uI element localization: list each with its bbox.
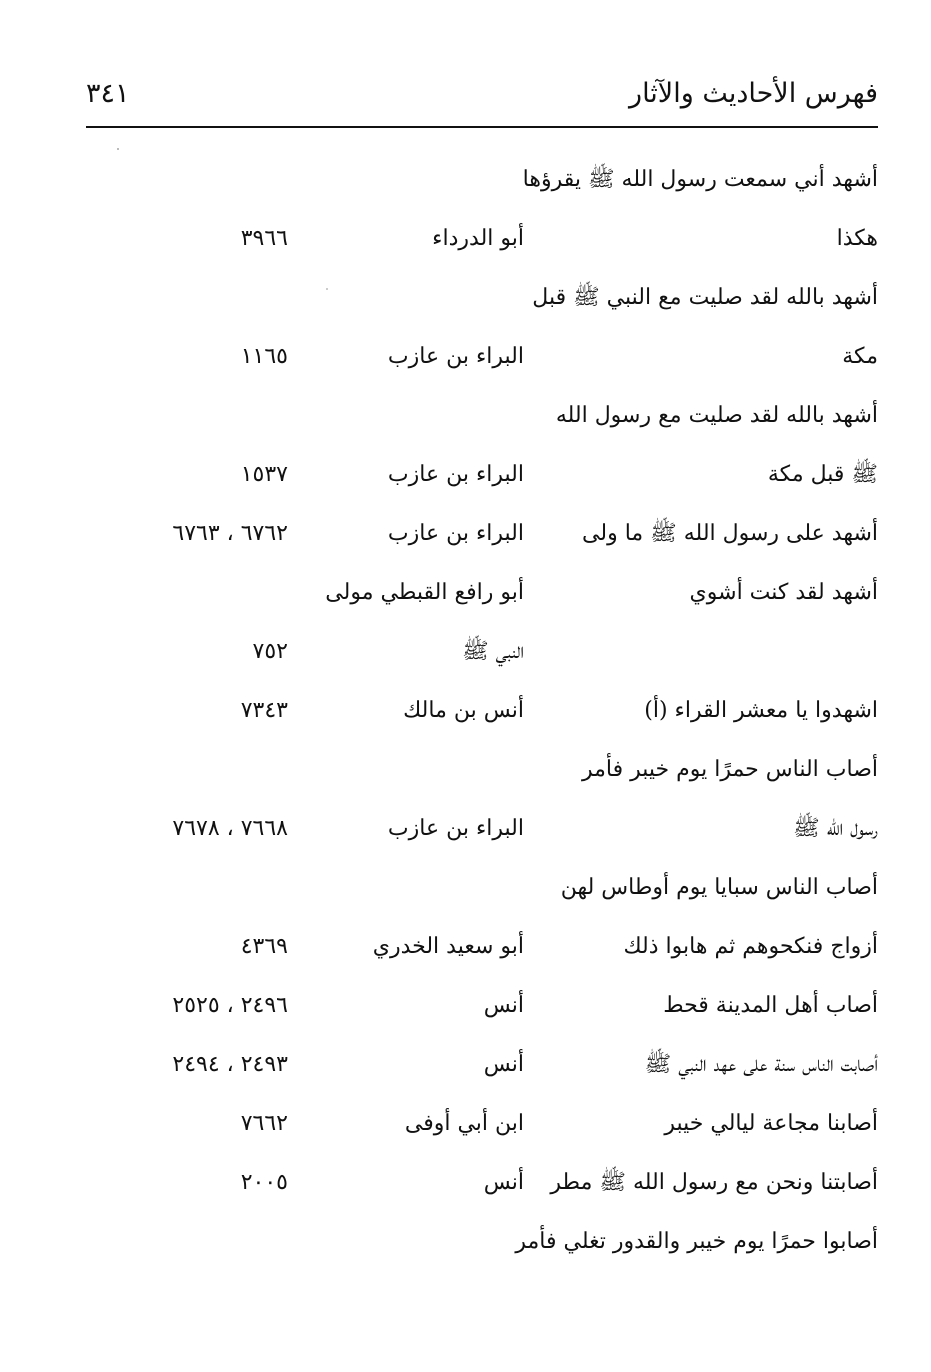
narrator: أبو سعيد الخدري [372, 934, 524, 959]
narrator: أنس [483, 1052, 524, 1077]
hadith-text: أصاب الناس حمرًا يوم خيبر فأمر [581, 757, 878, 782]
narrator: ابن أبي أوفى [404, 1111, 524, 1136]
hadith-text: أصاب الناس سبايا يوم أوطاس لهن [560, 875, 878, 900]
index-row [86, 329, 878, 388]
hadith-text: أشهد أني سمعت رسول الله ﷺ يقرؤها [522, 167, 878, 192]
header-rule [86, 126, 878, 128]
hadith-text: أصابت الناس سنة على عهد النبي ﷺ [644, 1052, 878, 1077]
hadith-text: أشهد على رسول الله ﷺ ما ولى [582, 521, 878, 546]
narrator: أبو رافع القبطي مولى [325, 580, 524, 605]
hadith-text: أشهد لقد كنت أشوي [689, 580, 878, 605]
index-row [86, 447, 878, 506]
hadith-numbers: ٧٦٦٢ [240, 1111, 288, 1136]
narrator: البراء بن عازب [387, 462, 524, 487]
hadith-index-list [86, 152, 878, 1273]
page-number: ٣٤١ [86, 78, 130, 109]
index-row [86, 1096, 878, 1155]
hadith-numbers: ٢٠٠٥ [240, 1170, 288, 1195]
index-row [86, 624, 878, 683]
hadith-numbers: ١١٦٥ [240, 344, 288, 369]
hadith-text: رسول الله ﷺ [793, 816, 878, 841]
index-row [86, 211, 878, 270]
index-row [86, 152, 878, 211]
hadith-text: أصابنا مجاعة ليالي خيبر [664, 1111, 878, 1136]
hadith-numbers: ٧٣٤٣ [240, 698, 288, 723]
index-row [86, 388, 878, 447]
index-row [86, 1155, 878, 1214]
index-row [86, 801, 878, 860]
hadith-numbers: ٢٤٩٣ ، ٢٤٩٤ [172, 1052, 288, 1077]
hadith-text: أصابتنا ونحن مع رسول الله ﷺ مطر [550, 1170, 878, 1195]
narrator: البراء بن عازب [387, 816, 524, 841]
narrator: أبو الدرداء [432, 226, 524, 251]
narrator: النبي ﷺ [462, 639, 524, 664]
hadith-text: أزواج فنكحوهم ثم هابوا ذلك [623, 934, 878, 959]
index-row [86, 270, 878, 329]
hadith-text: أصاب أهل المدينة قحط [663, 993, 878, 1018]
page-header [86, 72, 878, 122]
hadith-numbers: ٧٥٢ [252, 639, 288, 664]
hadith-text: أصابوا حمرًا يوم خيبر والقدور تغلي فأمر [515, 1229, 878, 1254]
hadith-numbers: ٢٤٩٦ ، ٢٥٢٥ [172, 993, 288, 1018]
index-row [86, 506, 878, 565]
index-row [86, 1037, 878, 1096]
narrator: البراء بن عازب [387, 344, 524, 369]
hadith-text: أشهد بالله لقد صليت مع النبي ﷺ قبل [532, 285, 878, 310]
index-row [86, 919, 878, 978]
index-row [86, 1214, 878, 1273]
hadith-text: اشهدوا يا معشر القراء (أ) [644, 698, 878, 723]
narrator: أنس [483, 1170, 524, 1195]
hadith-numbers: ٦٧٦٢ ، ٦٧٦٣ [172, 521, 288, 546]
hadith-numbers: ١٥٣٧ [240, 462, 288, 487]
hadith-text: مكة [842, 344, 878, 369]
narrator: أنس [483, 993, 524, 1018]
hadith-text: أشهد بالله لقد صليت مع رسول الله [555, 403, 878, 428]
hadith-numbers: ٧٦٦٨ ، ٧٦٧٨ [172, 816, 288, 841]
index-row [86, 860, 878, 919]
hadith-numbers: ٤٣٦٩ [240, 934, 288, 959]
scan-speck [117, 148, 119, 150]
index-row [86, 978, 878, 1037]
index-title: فهرس الأحاديث والآثار [629, 78, 878, 109]
hadith-numbers: ٣٩٦٦ [240, 226, 288, 251]
narrator: أنس بن مالك [403, 698, 524, 723]
index-row [86, 565, 878, 624]
index-row [86, 683, 878, 742]
hadith-text: هكذا [836, 226, 878, 251]
narrator: البراء بن عازب [387, 521, 524, 546]
index-row [86, 742, 878, 801]
hadith-text: ﷺ قبل مكة [767, 462, 878, 487]
